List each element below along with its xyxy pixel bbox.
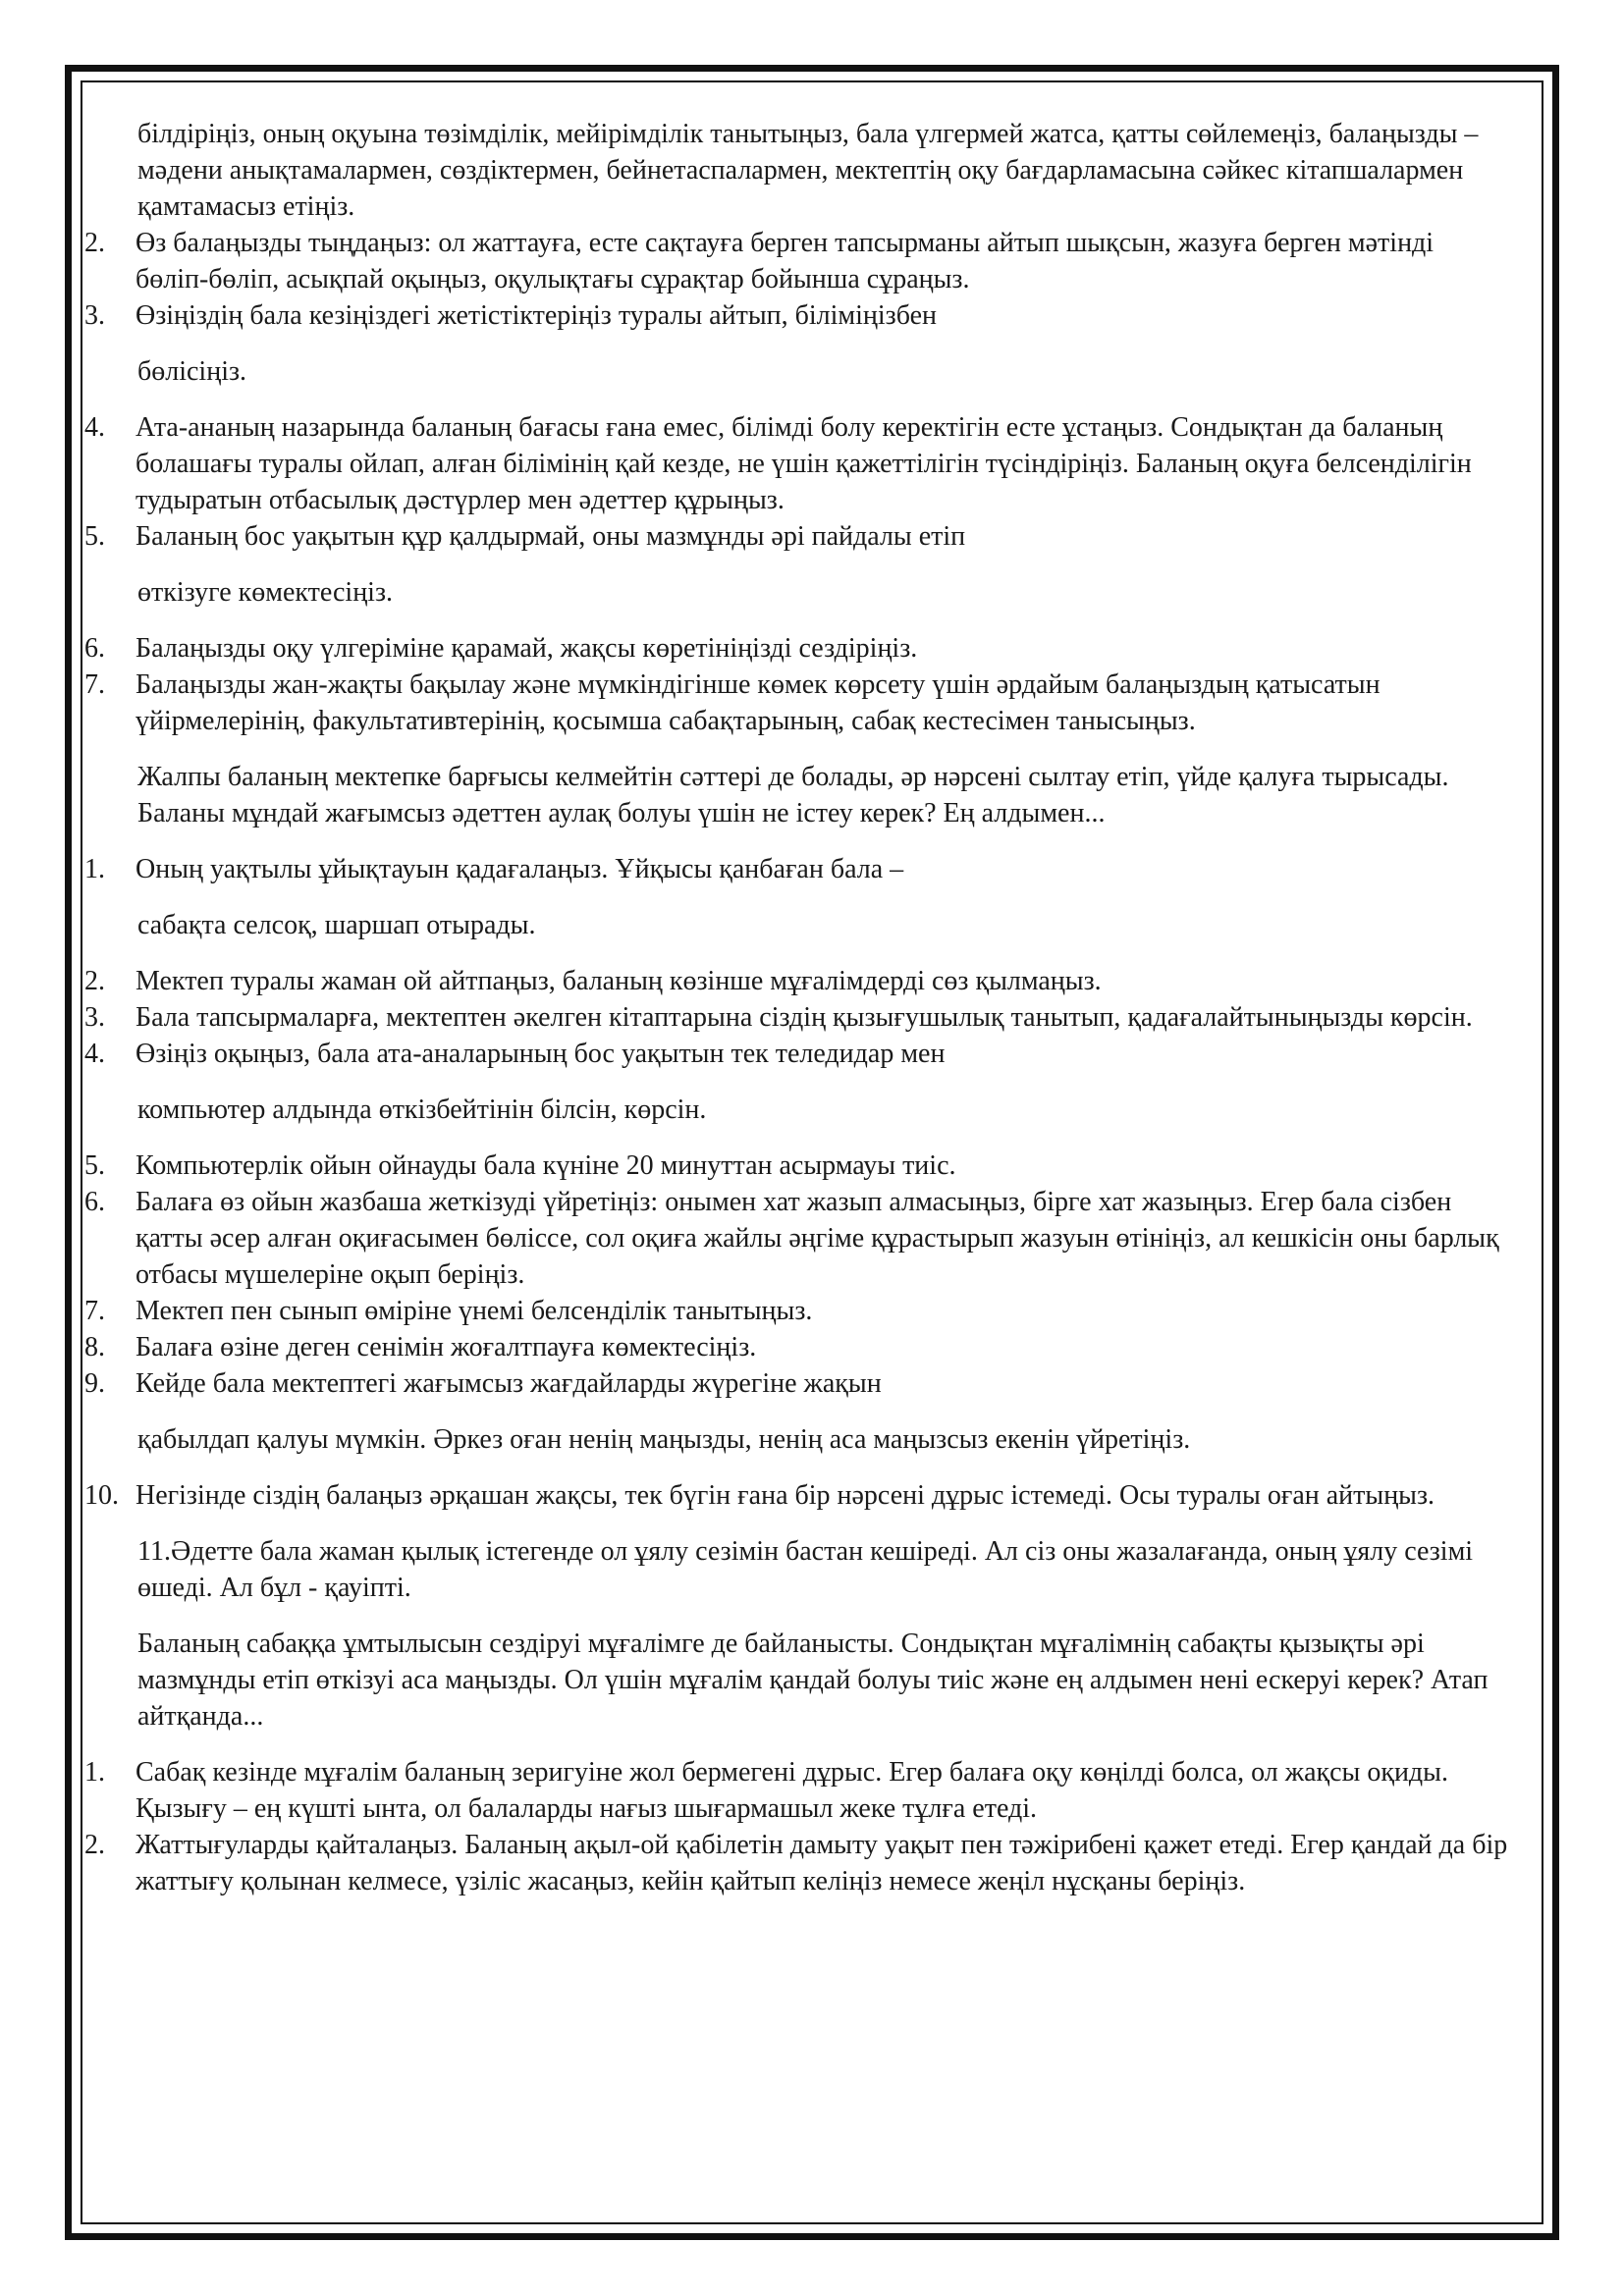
list-number: 7. [84,669,105,700]
list-text: Мектеп туралы жаман ой айтпаңыз, баланың көзінше мұғалімдерді сөз қылмаңыз. [135,966,1102,996]
list-number: 6. [84,633,105,664]
list-item [84,225,1508,297]
list-text: Компьютерлік ойын ойнауды бала күніне 20 минуттан асырмауы тиіс. [135,1150,956,1181]
list-item [84,1184,1508,1293]
paragraph: білдіріңіз, оның оқуына төзімділік, мейірімділік танытыңыз, бала үлгермей жатса, қатты сөйлемеңіз, балаңызды – мәдени анықтамалармен, сөздіктермен, бейнетаспалармен, мектептің оқу бағдарламасына сәйкес кітапшалармен қамтамасыз етіңіз. [137,119,1479,222]
list-item [84,297,1508,334]
list-number: 3. [84,300,105,331]
list-number: 7. [84,1296,105,1326]
list-item [84,1477,1508,1514]
list-text: Кейде бала мектептегі жағымсыз жағдайларды жүрегіне жақын [135,1368,882,1399]
list-number: 6. [84,1187,105,1217]
list-text: Өзіңіз оқыңыз, бала ата-аналарының бос уақытын тек теледидар мен [135,1039,946,1069]
list-number: 2. [84,966,105,996]
list-continuation: бөлісіңіз. [137,356,247,387]
list-continuation: сабақта селсоқ, шаршап отырады. [137,910,536,940]
list-item [84,851,1508,887]
list-text: Негізінде сіздің балаңыз әрқашан жақсы, тек бүгін ғана бір нәрсені дұрыс істемеді. Осы туралы оған айтыңыз. [135,1480,1435,1511]
list-number: 1. [84,854,105,884]
paragraph: Баланың сабаққа ұмтылысын сездіруі мұғалімге де байланысты. Сондықтан мұғалімнің сабақты қызықты әрі мазмұнды етіп өткізуі аса маңызды. Ол үшін мұғалім қандай болуы тиіс және ең алдымен нені ескеруі керек? Атап айтқанда... [137,1629,1489,1732]
list-continuation: компьютер алдында өткізбейтінін білсін, көрсін. [137,1095,707,1125]
list-item [84,1036,1508,1072]
list-text: Сабақ кезінде мұғалім баланың зеригуіне жол бермегені дұрыс. Егер балаға оқу көңілді болса, ол жақсы оқиды. Қызығу – ең күшті ынта, ол балаларды нағыз шығармашыл жеке тұлға етеді. [135,1757,1448,1824]
paragraph: Жалпы баланың мектепке барғысы келмейтін сәттері де болады, әр нәрсені сылтау етіп, үйде қалуға тырысады. Баланы мұндай жағымсыз әдеттен аулақ болуы үшін не істеу керек? Ең алдымен... [137,762,1449,828]
list-text: Бала тапсырмаларға, мектептен әкелген кітаптарына сіздің қызығушылық танытып, қадағалайтыныңызды көрсін. [135,1002,1473,1033]
list-text: Ата-ананың назарында баланың бағасы ғана емес, білімді болу керектігін есте ұстаңыз. Сондықтан да баланың болашағы туралы ойлап, алған білімінің қай кезде, не үшін қажеттілігін түсіндіріңіз. Баланың оқуға белсенділігін тудыратын отбасылық дәстүрлер мен әдеттер құрыңыз. [135,412,1472,515]
list-text: Өз балаңызды тыңдаңыз: ол жаттауға, есте сақтауға берген тапсырманы айтып шықсын, жазуға берген мәтінді бөліп-бөліп, асықпай оқыңыз, оқулықтағы сұрақтар бойынша сұраңыз. [135,228,1435,294]
list-item [84,630,1508,667]
list-text: Мектеп пен сынып өміріне үнемі белсенділік танытыңыз. [135,1296,813,1326]
list-number: 1. [84,1757,105,1788]
list-number: 5. [84,521,105,552]
list-item [84,1827,1508,1899]
list-item [84,1365,1508,1402]
list-text: Балаңызды жан-жақты бақылау және мүмкіндігінше көмек көрсету үшін әрдайым балаңыздың қатысатын үйірмелерінің, факультативтерінің, қосымша сабақтарының, сабақ кестесімен танысыңыз. [135,669,1380,736]
list-continuation: қабылдап қалуы мүмкін. Әркез оған ненің маңызды, ненің аса маңызсыз екенін үйретіңіз. [137,1424,1191,1455]
list-text: Өзіңіздің бала кезіңіздегі жетістіктеріңіз туралы айтып, біліміңізбен [135,300,938,331]
list-number: 9. [84,1368,105,1399]
list-item [84,1148,1508,1184]
list-number: 4. [84,1039,105,1069]
list-item [84,963,1508,999]
list-number: 8. [84,1332,105,1362]
list-item [84,1754,1508,1827]
list-number: 2. [84,228,105,258]
list-item [84,1293,1508,1329]
list-number: 10. [84,1480,119,1511]
list-continuation: өткізуге көмектесіңіз. [137,577,394,608]
document-body [84,116,1508,1899]
list-item [84,409,1508,518]
list-item [84,999,1508,1036]
list-text: Балаңызды оқу үлгеріміне қарамай, жақсы көретініңізді сездіріңіз. [135,633,918,664]
list-text: Балаға өзіне деген сенімін жоғалтпауға көмектесіңіз. [135,1332,757,1362]
paragraph: 11.Әдетте бала жаман қылық істегенде ол ұялу сезімін бастан кешіреді. Ал сіз оны жазалағанда, оның ұялу сезімі өшеді. Ал бұл - қауіпті. [137,1536,1474,1603]
list-item [84,667,1508,739]
list-text: Оның уақтылы ұйықтауын қадағалаңыз. Ұйқысы қанбаған бала – [135,854,904,884]
list-text: Жаттығуларды қайталаңыз. Баланың ақыл-ой қабілетін дамыту уақыт пен тәжірибені қажет етеді. Егер қандай да бір жаттығу қолынан келмесе, үзіліс жасаңыз, кейін қайтып келіңіз немесе жеңіл нұсқаны беріңіз. [135,1830,1508,1896]
list-number: 5. [84,1150,105,1181]
list-item [84,518,1508,555]
list-text: Балаға өз ойын жазбаша жеткізуді үйретіңіз: онымен хат жазып алмасыңыз, бірге хат жазыңыз. Егер бала сізбен қатты әсер алған оқиғасымен бөліссе, сол оқиға жайлы әңгіме құрастырып жазуын өтініңіз, ал кешкісін оны барлық отбасы мүшелеріне оқып беріңіз. [135,1187,1499,1290]
list-text: Баланың бос уақытын құр қалдырмай, оны мазмұнды әрі пайдалы етіп [135,521,966,552]
list-number: 3. [84,1002,105,1033]
list-number: 2. [84,1830,105,1860]
list-item [84,1329,1508,1365]
list-number: 4. [84,412,105,443]
